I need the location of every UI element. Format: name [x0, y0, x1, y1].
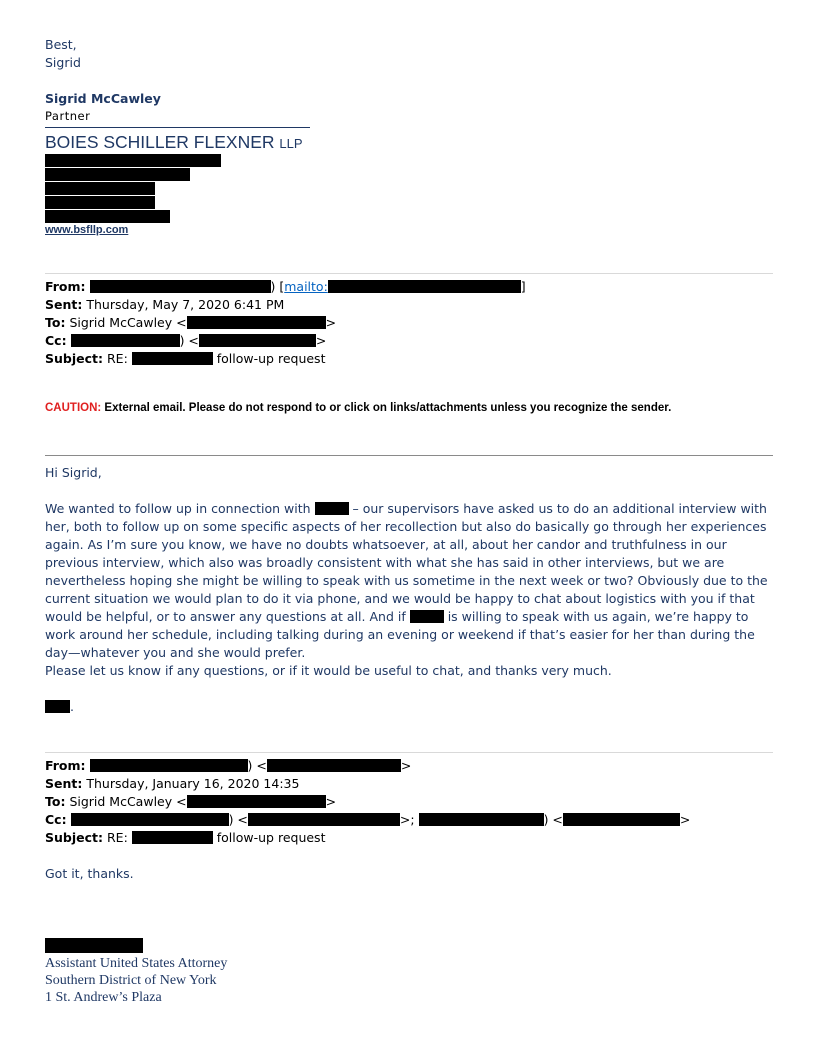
- redaction: [90, 759, 248, 772]
- signer-title: Partner: [45, 109, 91, 123]
- email2-cc-row: [45, 811, 690, 829]
- message-paragraph: [45, 500, 773, 662]
- redaction: [328, 280, 521, 293]
- cc-label: Cc:: [45, 812, 67, 827]
- email1-cc-row: [45, 332, 326, 350]
- redaction: [45, 168, 190, 181]
- greeting: Hi Sigrid,: [45, 465, 102, 480]
- email1-sent-row: [45, 296, 284, 314]
- to-label: To:: [45, 794, 66, 809]
- firm-name-main: BOIES SCHILLER FLEXNER: [45, 132, 275, 152]
- paragraph-end: is willing to speak with us again, we’re happy to work around her schedule, including talking during an evening or weekend if that’s easier for her than during the day—whatever you and she would prefer.: [45, 609, 755, 660]
- reply-text: Got it, thanks.: [45, 866, 134, 881]
- to-value: Sigrid McCawley <: [69, 315, 187, 330]
- redaction: [45, 938, 143, 953]
- cc-end: >: [679, 812, 691, 827]
- cc-label: Cc:: [45, 333, 67, 348]
- mailto-link[interactable]: mailto:: [284, 279, 328, 294]
- to-label: To:: [45, 315, 66, 330]
- redaction: [410, 610, 444, 623]
- email2-to-row: [45, 793, 336, 811]
- closing-name: Sigrid: [45, 55, 81, 70]
- email1-to-row: [45, 314, 336, 332]
- signer-title-line: Assistant United States Attorney: [45, 956, 228, 971]
- redaction: [563, 813, 680, 826]
- sender-initials: [45, 698, 74, 716]
- redaction: [45, 182, 155, 195]
- to-end: >: [325, 315, 337, 330]
- redaction: [199, 334, 316, 347]
- signer-office-line: Southern District of New York: [45, 973, 217, 988]
- redaction: [45, 154, 221, 167]
- subject-label: Subject:: [45, 351, 103, 366]
- subject-suffix: follow-up request: [216, 351, 326, 366]
- cc-mid: ) <: [228, 812, 248, 827]
- cc-mid: ) <: [179, 333, 199, 348]
- email2-from-row: [45, 757, 411, 775]
- email2-sent-row: [45, 775, 299, 793]
- signer-address-line: 1 St. Andrew’s Plaza: [45, 990, 162, 1005]
- caution-text: External email. Please do not respond to or click on links/attachments unless you recognize the sender.: [104, 402, 672, 414]
- to-value: Sigrid McCawley <: [69, 794, 187, 809]
- signer-full-name: Sigrid McCawley: [45, 91, 161, 106]
- header-divider: [45, 273, 773, 274]
- subject-prefix: RE:: [106, 830, 128, 845]
- email1-from-row: [45, 278, 526, 296]
- redaction: [419, 813, 544, 826]
- from-mid: ) [: [270, 279, 285, 294]
- subject-prefix: RE:: [106, 351, 128, 366]
- redaction: [248, 813, 400, 826]
- redaction: [71, 813, 229, 826]
- sent-value: Thursday, May 7, 2020 6:41 PM: [86, 297, 285, 312]
- signature-bottom: [45, 955, 227, 1006]
- redaction: [45, 700, 70, 713]
- closing: Best,: [45, 37, 77, 52]
- subject-suffix: follow-up request: [216, 830, 326, 845]
- redaction: [315, 502, 349, 515]
- cc-end: >: [315, 333, 327, 348]
- caution-banner: [45, 402, 671, 414]
- redaction: [45, 196, 155, 209]
- redaction: [187, 795, 326, 808]
- message-closing-paragraph: Please let us know if any questions, or if it would be useful to chat, and thanks very much.: [45, 663, 612, 678]
- firm-name: [45, 132, 303, 153]
- cc-mid: ) <: [543, 812, 563, 827]
- email1-subject-row: [45, 350, 325, 368]
- redaction: [132, 831, 213, 844]
- header-divider: [45, 752, 773, 753]
- from-mid: ) <: [247, 758, 267, 773]
- sent-label: Sent:: [45, 776, 83, 791]
- redaction: [267, 759, 401, 772]
- paragraph-start: We wanted to follow up in connection with: [45, 501, 311, 516]
- from-label: From:: [45, 758, 86, 773]
- caution-label: CAUTION:: [45, 402, 102, 414]
- sent-value: Thursday, January 16, 2020 14:35: [86, 776, 300, 791]
- from-end: >: [400, 758, 412, 773]
- redaction: [132, 352, 213, 365]
- redaction: [45, 210, 170, 223]
- cc-separator: >;: [399, 812, 415, 827]
- firm-name-suffix: LLP: [279, 136, 303, 151]
- from-end: ]: [520, 279, 526, 294]
- sent-label: Sent:: [45, 297, 83, 312]
- subject-label: Subject:: [45, 830, 103, 845]
- redaction: [187, 316, 326, 329]
- paragraph-middle: – our supervisors have asked us to do an additional interview with her, both to follow up on some specific aspects of her recollection but also do basically go through her experiences again. As I’m sure you know, we have no doubts whatsoever, at all, about her candor and truthfulness in our previous interview, which also was broadly consistent with what she has said in other interviews, but we are nevertheless hoping she might be willing to speak with us sometime in the next week or two? Obviously due to the current situation we would plan to do it via phone, and we would be happy to chat about logistics with you if that would be helpful, or to answer any questions at all. And if: [45, 501, 768, 624]
- redaction: [71, 334, 180, 347]
- redaction: [90, 280, 271, 293]
- sign-dot: .: [70, 699, 74, 714]
- from-label: From:: [45, 279, 86, 294]
- to-end: >: [325, 794, 337, 809]
- firm-website-link[interactable]: www.bsfllp.com: [45, 224, 129, 236]
- signature-rule: [45, 127, 310, 128]
- email2-subject-row: [45, 829, 325, 847]
- caution-divider: [45, 455, 773, 456]
